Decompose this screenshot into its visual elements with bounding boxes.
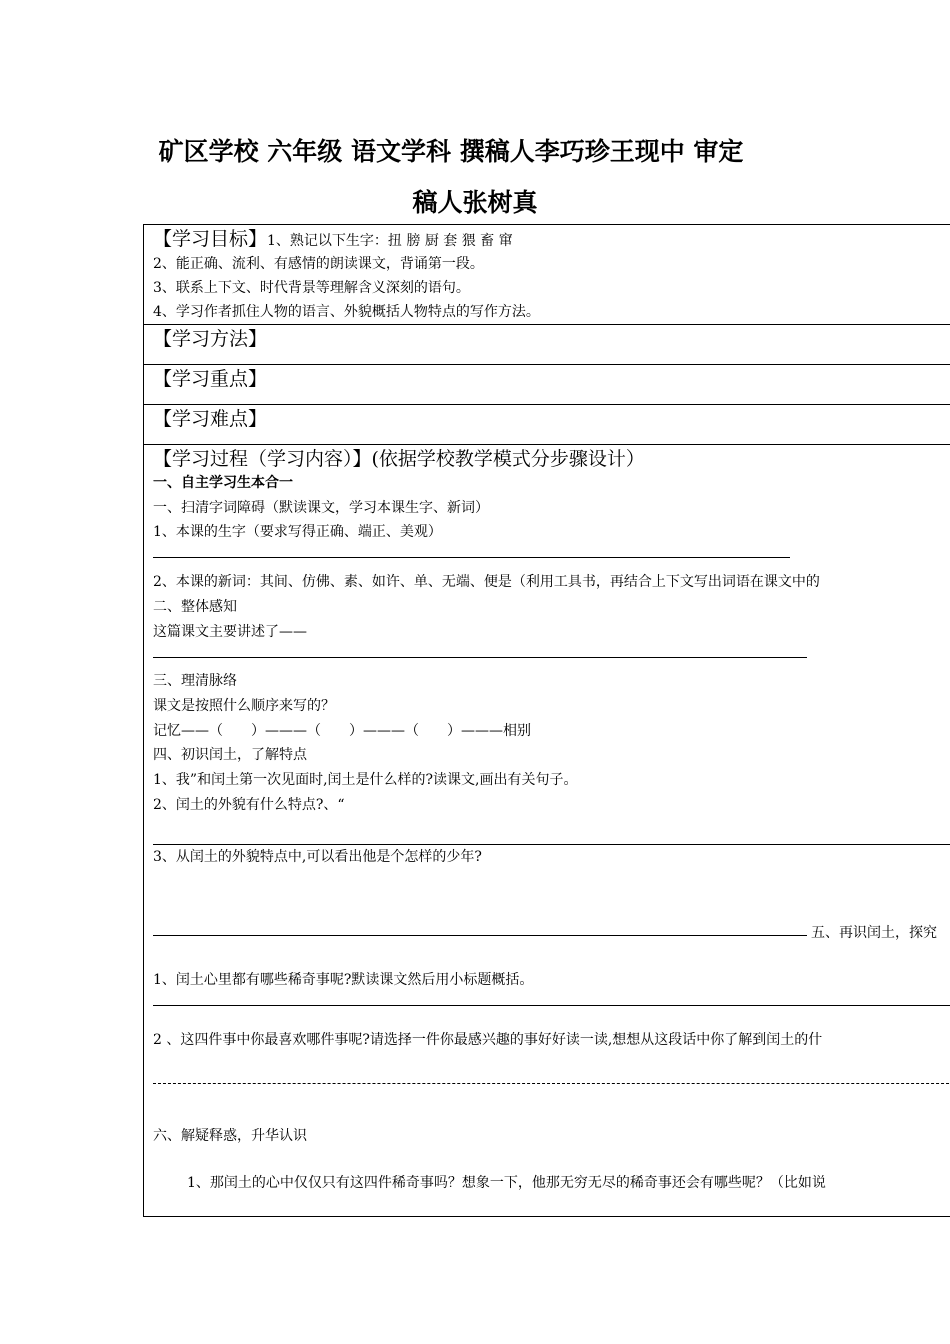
goals-heading: 【学习目标】	[153, 228, 268, 250]
lesson-table	[143, 224, 950, 1217]
process-heading-row	[153, 447, 645, 471]
section-4-title: 四、初识闰土，了解特点	[153, 747, 307, 763]
section-1-sub: 一、扫清字词障碍（默读课文，学习本课生字、新词）	[153, 500, 489, 516]
goals-item1: 1、熟记以下生字：扭 膀 厨 套 猥 畜 窜	[267, 233, 513, 249]
goals-row	[153, 227, 513, 251]
row-divider	[144, 404, 950, 405]
section-2-question: 这篇课文主要讲述了——	[153, 624, 307, 640]
section-4-question-2: 2、闰土的外貌有什么特点?、“	[153, 797, 345, 813]
row-divider	[144, 444, 950, 445]
answer-line	[153, 844, 950, 845]
process-heading: 【学习过程（学习内容）】	[153, 448, 372, 470]
key-points-heading: 【学习重点】	[153, 368, 268, 390]
goals-item4: 4、学习作者抓住人物的语言、外貌概括人物特点的写作方法。	[153, 304, 540, 320]
row-divider	[144, 364, 950, 365]
doc-title-line1: 矿区学校 六年级 语文学科 撰稿人李巧珍王现中 审定	[158, 137, 744, 166]
answer-line	[153, 557, 790, 558]
section-6-title: 六、解疑释惑，升华认识	[153, 1128, 307, 1144]
section-2-title: 二、整体感知	[153, 599, 237, 615]
answer-line	[153, 935, 807, 936]
section-6-question-1: 1、那闰土的心中仅仅只有这四件稀奇事吗？想象一下，他那无穷无尽的稀奇事还会有哪些呢？（比如说	[187, 1175, 826, 1191]
section-4-question-1: 1、我”和闰土第一次见面时,闰土是什么样的?读课文,画出有关句子。	[153, 772, 578, 788]
section-3-sequence: 记忆——（ ）———（ ）———（ ）———相别	[153, 723, 531, 739]
section-3-question: 课文是按照什么顺序来写的？	[153, 698, 335, 714]
process-heading-note: (依据学校教学模式分步骤设计）	[371, 448, 645, 470]
section-1-title: 一、自主学习生本合一	[153, 475, 293, 491]
section-1-question-2: 2、本课的新词：其间、仿佛、素、如许、单、无端、便是（利用工具书，再结合上下文写出词语在课文中的	[153, 574, 820, 590]
section-5-question-1: 1、闰土心里都有哪些稀奇事呢?默读课文然后用小标题概括。	[153, 972, 534, 988]
answer-line	[153, 1005, 950, 1006]
doc-title-line2: 稿人张树真	[412, 188, 538, 217]
answer-line	[153, 1083, 950, 1084]
section-3-title: 三、理清脉络	[153, 673, 237, 689]
answer-line	[153, 657, 807, 658]
goals-item3: 3、联系上下文、时代背景等理解含义深刻的语句。	[153, 280, 470, 296]
section-5-title: 五、再识闰土，探究	[811, 925, 937, 941]
section-1-question-1: 1、本课的生字（要求写得正确、端正、美观）	[153, 524, 442, 540]
goals-item2: 2、能正确、流利、有感情的朗读课文，背诵第一段。	[153, 256, 484, 272]
method-heading: 【学习方法】	[153, 328, 268, 350]
difficulties-heading: 【学习难点】	[153, 408, 268, 430]
section-5-question-2: 2 、这四件事中你最喜欢哪件事呢?请选择一件你最感兴趣的事好好读一读,想想从这段话中你了解到闰土的什	[153, 1032, 823, 1048]
section-4-question-3: 3、从闰土的外貌特点中,可以看出他是个怎样的少年?	[153, 849, 482, 865]
row-divider	[144, 324, 950, 325]
